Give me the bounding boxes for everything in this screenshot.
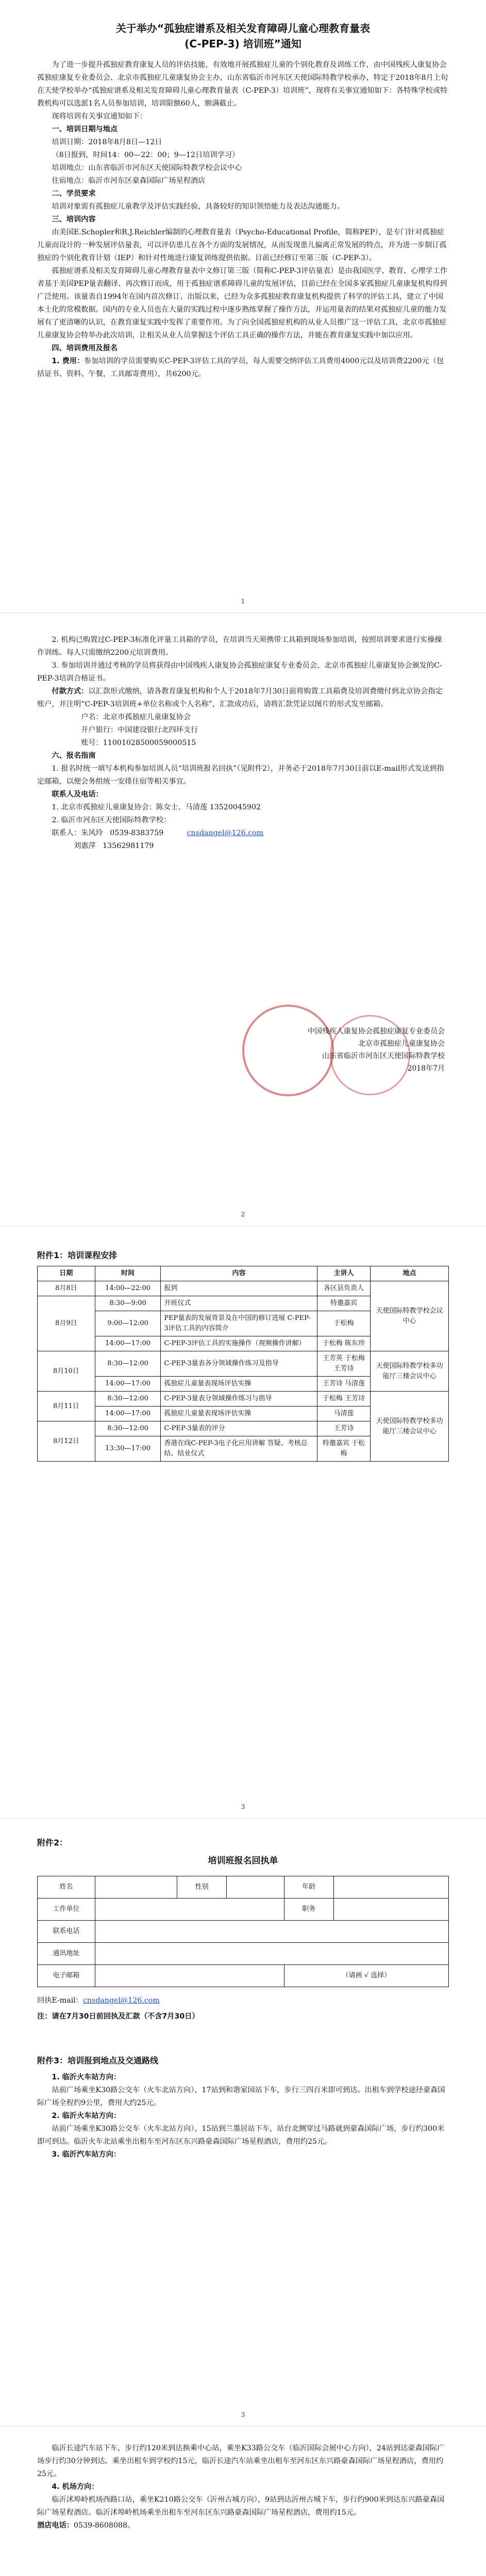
schedule-date: 8月9日 bbox=[38, 1296, 95, 1351]
schedule-time: 14:00—22:00 bbox=[95, 1281, 161, 1296]
account-number-label: 账号： bbox=[81, 739, 103, 747]
training-place-value: 山东省临沂市河东区天使国际特教学校会议中心 bbox=[88, 164, 242, 172]
schedule-content: C-PEP-3评估工具的实施操作（视频操作讲解） bbox=[161, 1336, 317, 1351]
hotel-phone-label: 酒店电话： bbox=[37, 2521, 74, 2530]
account-name-value: 北京市孤独症儿童康复协会 bbox=[103, 713, 191, 721]
header-content: 内容 bbox=[161, 1266, 317, 1281]
contact-2-line-1 bbox=[37, 827, 449, 840]
schedule-speaker: 各区县负责人 bbox=[317, 1281, 371, 1296]
contact-2-org: 2. 临沂市河东区天使国际特教学校： bbox=[52, 816, 171, 824]
annex-1-title: 附件1：培训课程安排 bbox=[37, 1250, 118, 1260]
title-line-1: 关于举办“孤独症谱系及相关发育障碍儿童心理教育量表 bbox=[115, 22, 371, 35]
header-time: 时间 bbox=[95, 1266, 161, 1281]
notice-title bbox=[37, 21, 449, 52]
fee-paragraph bbox=[37, 355, 449, 381]
account-bank-value: 中国建设银行北四环支行 bbox=[118, 726, 198, 734]
schedule-speaker: 于松梅 陈东珍 bbox=[317, 1336, 371, 1351]
schedule-time: 14:00—17:00 bbox=[95, 1377, 161, 1392]
route-3-heading: 3. 临沂汽车站方向： bbox=[52, 2150, 121, 2159]
route-2-text: 站前广场乘坐K30路公交车（火车北站方向），15站到兰墨居站下车，站台北侧穿过马路就到豪森国际广场，步行约300米即可到达。临沂火车北站乘坐出租车至河东区东兴路豪森国际广场星程酒店，费用约25元。 bbox=[37, 2125, 445, 2146]
hotel-phone-value: 0539-8608088。 bbox=[73, 2521, 135, 2530]
form-lodging-note: （请画 √ 选择） bbox=[284, 1965, 448, 1987]
form-row-1 bbox=[38, 1876, 449, 1899]
section-3-paragraph-2: 孤独症谱系及相关发育障碍儿童心理教育量表中文修订第三版（简称C-PEP-3评估量表）是由我国医学、教育、心理学工作者基于美国PEP量表翻译、再次修订而成，用于孤独症谱系障碍儿童的发展评估，目前已经在全国多家孤独症儿童康复机构得到广泛使用。该量表自1994年在国内首次修订、出版以来，已经为众多孤独症教育康复机构提供了科学的评估工具，建立了中国本土化的常模数据。国内的专业人员也在大量的实践过程中逐步熟练掌握了操作方法，并运用量表的结果对孤独症儿童的能力发展有了更清晰的认识，在教育康复实践中发挥了重要作用。为了向全国孤独症机构的从业人员推广这一评估工具，北京市孤独症儿童康复协会特举办此次培训，让相关从业人员掌握这个评估工具正确的操作方法，并能在教育康复实践中加以应用。 bbox=[37, 267, 447, 340]
form-label-org: 工作单位 bbox=[38, 1899, 95, 1921]
schedule-content: C-PEP-3量表各分领域操作练习及指导 bbox=[161, 1351, 317, 1377]
form-field-age[interactable] bbox=[333, 1876, 448, 1899]
annex-3-continued bbox=[37, 2442, 449, 2532]
schedule-time: 8:30—12:00 bbox=[95, 1421, 161, 1436]
section-4-heading: 四、培训费用及报名 bbox=[52, 344, 118, 352]
schedule-speaker: 特邀嘉宾 于松梅 bbox=[317, 1436, 371, 1462]
contact-2-phone-2: 13562981179 bbox=[103, 842, 154, 850]
page-1 bbox=[0, 0, 486, 613]
schedule-place: 天使国际特教学校多功能厅三楼会议中心 bbox=[371, 1351, 449, 1392]
schedule-content: C-PEP-3量表的评分 bbox=[161, 1421, 317, 1436]
annex-2-title: 附件2： bbox=[37, 1838, 68, 1848]
route-1-text: 站前广场乘坐K30路公交车（火车北站方向），17站到和谐家园站下车，步行三四百米即可到达。出租车到学校途径豪森国际广场全程约9公里，费用大约25元。 bbox=[37, 2086, 445, 2107]
route-4-heading: 4. 机场方向： bbox=[52, 2483, 99, 2491]
page-number: 3 bbox=[241, 1803, 245, 1810]
schedule-time: 14:00—17:00 bbox=[95, 1336, 161, 1351]
contact-2-email-link[interactable]: cnsdangel@126.com bbox=[187, 829, 264, 837]
page-2 bbox=[0, 613, 486, 1226]
route-2-heading: 2. 临沂火车站方向： bbox=[52, 2112, 121, 2120]
schedule-time: 8:30—12:00 bbox=[95, 1392, 161, 1406]
form-field-phone[interactable] bbox=[95, 1921, 448, 1943]
form-label-title: 职务 bbox=[284, 1899, 333, 1921]
schedule-content: PEP量表的发展背景及在中国的修订进展 C-PEP-3评估工具的内容简介 bbox=[161, 1311, 317, 1336]
signer-3: 山东省临沂市河东区天使国际特教学校 bbox=[322, 1052, 445, 1060]
schedule-content: C-PEP-3量表分领域操作练习与指导 bbox=[161, 1392, 317, 1406]
schedule-speaker: 王芳诗 马清莲 bbox=[317, 1377, 371, 1392]
header-date: 日期 bbox=[38, 1266, 95, 1281]
header-place: 地点 bbox=[371, 1266, 449, 1281]
schedule-date: 8月11日 bbox=[38, 1392, 95, 1421]
annex-1 bbox=[37, 1242, 449, 1462]
form-row-4 bbox=[38, 1943, 449, 1965]
title-line-2: (C-PEP-3) 培训班”通知 bbox=[185, 38, 301, 50]
form-label-gender: 性别 bbox=[177, 1876, 227, 1899]
route-3-text: 临沂长途汽车站下车，步行约120米到达换乘中心站，乘坐K33路公交车（临沂国际会展中心方向），24站到达豪森国际广场步行约30分钟到达。乘坐出租车到学校约15元，临沂长途汽车站乘坐出租车至河东区东兴路豪森国际广场星程酒店，费用约25元。 bbox=[37, 2444, 445, 2478]
page-number: 3 bbox=[241, 2411, 245, 2418]
form-label-address: 通讯地址 bbox=[38, 1943, 95, 1965]
schedule-place: 天使国际特教学校多功能厅三楼会议中心 bbox=[371, 1392, 449, 1462]
section-1-heading: 一、培训日期与地点 bbox=[52, 125, 118, 133]
payment-text: 以汇款形式缴纳，请各教育康复机构和个人于2018年7月30日前将购置工具箱费及培训费缴付到北京协会指定账户，并注明“C-PEP-3培训班+单位名称或个人名称”，汇款成功后，请将汇款凭证以图片的形式发至邮箱。 bbox=[37, 687, 443, 708]
receipt-deadline-note: 注：请在7月30日前回执及汇款（不含7月30日） bbox=[37, 2012, 199, 2021]
schedule-time: 8:30—12:00 bbox=[95, 1351, 161, 1377]
schedule-content: 香港在线C-PEP-3电子化应用讲解 答疑、考核总结、结业仪式 bbox=[161, 1436, 317, 1462]
section-3-paragraph-1: 由美国E.Schopler和R.J.Reichler编制的心理教育量表（Psycho-Educational Profile，简称PEP），是专门针对孤独症儿童而设计的一种发展评估量表，可以评估患儿在各个方面的发展情况，从而发现患儿偏离正常发展的特点，并为进一步制订孤独症的个别化教育计划（IEP）和针对性地进行康复训练提供依据。目前已经修订至第三版（C-PEP-3）。 bbox=[37, 228, 447, 262]
schedule-content: 报到 bbox=[161, 1281, 317, 1296]
schedule-content: 孤独症儿童量表现场评估实操 bbox=[161, 1377, 317, 1392]
signer-2: 北京市孤独症儿童康复协会 bbox=[358, 1040, 445, 1048]
form-field-name[interactable] bbox=[95, 1876, 177, 1899]
fee-text: 参加培训的学员需要购买C-PEP-3评估工具的学员，每人需要交纳评估工具费用4000元以及培训费2200元（包括证书、资料、午餐，工具邮寄费用），共6200元。 bbox=[37, 357, 444, 378]
header-speaker: 主讲人 bbox=[317, 1266, 371, 1281]
account-number bbox=[37, 737, 449, 750]
form-field-title[interactable] bbox=[333, 1899, 448, 1921]
form-field-email[interactable] bbox=[95, 1965, 284, 1987]
section-6-heading: 六、报名指南 bbox=[52, 752, 96, 760]
schedule-place: 天使国际特教学校会议中心 bbox=[371, 1281, 449, 1351]
schedule-speaker: 马清莲 bbox=[317, 1406, 371, 1421]
schedule-body bbox=[38, 1281, 449, 1462]
schedule-date: 8月10日 bbox=[38, 1351, 95, 1392]
training-date: 培训日期：2018年8月8日—12日 bbox=[52, 138, 162, 146]
account-bank-label: 开户银行： bbox=[81, 726, 118, 734]
account-bank bbox=[37, 724, 449, 737]
page-3 bbox=[0, 1226, 486, 1819]
fee-item-2: 2. 机构已购置过C-PEP-3标准化评量工具箱的学员，在培训当天须携带工具箱到现场参加培训，按照培训要求进行实操操作训练。每人只需缴纳2200元培训费用。 bbox=[37, 636, 442, 657]
intro-paragraph: 为了进一步提升孤独症教育康复人员的评估技能，有效地开展孤独症儿童的个别化教育及训练工作，由中国残疾人康复协会孤独症康复专业委员会、北京市孤独症儿童康复协会主办，山东省临沂市河东区天使国际特教学校承办，特定于2018年8月上旬在天使学校举办“孤独症谱系及相关发育障碍儿童心理教育量表（C-PEP-3）培训班”，现将有关事宜通知如下：各特殊学校或特教机构可以选派1名人员参加培训，培训限额60人，额满截止。 bbox=[37, 61, 448, 108]
route-1-heading: 1. 临沂火车站方向： bbox=[52, 2073, 121, 2081]
payment-paragraph bbox=[37, 685, 449, 711]
form-label-name: 姓名 bbox=[38, 1876, 95, 1899]
training-place-label: 培训地点： bbox=[52, 164, 89, 172]
hotel-phone-line bbox=[37, 2519, 449, 2532]
schedule-time: 13:30—17:00 bbox=[95, 1436, 161, 1462]
schedule-row bbox=[38, 1392, 449, 1406]
contact-1-org: 1. 北京市孤独症儿童康复协会： bbox=[52, 803, 156, 811]
account-number-value: 11001028500059000515 bbox=[103, 739, 196, 747]
schedule-time: 14:00—17:00 bbox=[95, 1406, 161, 1421]
schedule-speaker: 于松梅 王芳诗 bbox=[317, 1392, 371, 1406]
schedule-date: 8月12日 bbox=[38, 1421, 95, 1462]
receipt-email-link[interactable]: cnsdangel@126.com bbox=[82, 1996, 160, 2005]
form-field-org[interactable] bbox=[95, 1899, 284, 1921]
schedule-content: 孤独症儿童量表现场评估实操 bbox=[161, 1406, 317, 1421]
schedule-content: 开班仪式 bbox=[161, 1296, 317, 1311]
section-3-heading: 三、培训内容 bbox=[52, 215, 96, 224]
schedule-time: 9:00—12:00 bbox=[95, 1311, 161, 1336]
contact-1-person: 陈女士、马清莲 13520045902 bbox=[156, 803, 261, 811]
form-field-gender[interactable] bbox=[227, 1876, 284, 1899]
form-row-2 bbox=[38, 1899, 449, 1921]
registration-form-table bbox=[37, 1876, 449, 1987]
schedule-date: 8月8日 bbox=[38, 1281, 95, 1296]
signer-1: 中国残疾人康复协会孤独症康复专业委员会 bbox=[308, 1027, 445, 1036]
schedule-speaker: 特邀嘉宾 bbox=[317, 1296, 371, 1311]
section-2-heading: 二、学员要求 bbox=[52, 190, 96, 198]
form-field-address[interactable] bbox=[95, 1943, 448, 1965]
form-label-age: 年龄 bbox=[284, 1876, 333, 1899]
registration-form-title: 培训班报名回执单 bbox=[208, 1856, 278, 1866]
contact-2-person: 联系人：朱风玲 bbox=[52, 829, 103, 837]
contact-1 bbox=[37, 801, 449, 814]
receipt-email-line bbox=[37, 1994, 449, 2007]
fee-item-3: 3. 参加培训并通过考核的学员将获得由中国残疾人康复协会孤独症康复专业委员会、北京市孤独症儿童康复协会颁发的C-PEP-3培训合格证书。 bbox=[37, 662, 442, 683]
page-5 bbox=[0, 2427, 486, 2576]
fee-label: 1. 费用： bbox=[52, 357, 85, 365]
checkin-time: （8日报到，时间14：00—22：00；9—12日培训学习） bbox=[52, 151, 240, 159]
form-row-3 bbox=[38, 1921, 449, 1943]
receipt-email-label: 回执E-mail： bbox=[37, 1996, 83, 2005]
page-number: 1 bbox=[241, 598, 245, 605]
page-number: 2 bbox=[241, 1211, 245, 1218]
form-row-5 bbox=[38, 1965, 449, 1987]
schedule-speaker: 王芳英 于松梅 王芳诗 bbox=[317, 1351, 371, 1377]
training-place bbox=[37, 162, 449, 175]
schedule-header-row bbox=[38, 1266, 449, 1281]
schedule-row bbox=[38, 1351, 449, 1377]
intro-paragraph-2: 现将培训有关事宜通知如下： bbox=[52, 112, 147, 121]
account-name bbox=[37, 711, 449, 724]
section-2-text: 培训对象需有孤独症儿童教学及评估实践经验，具备较好的知识领悟能力及表达沟通能力。 bbox=[52, 202, 344, 211]
account-name-label: 户名： bbox=[81, 713, 103, 721]
contact-2-line-2 bbox=[37, 840, 449, 853]
registration-text: 1. 报名时统一填写本机构参加培训人员“培训班报名回执”（见附件2），并务必于2018年7月30日前以E-mail形式发送到指定邮箱，以便会务组统一安排住宿等相关事宜。 bbox=[37, 765, 444, 786]
notice-body-continued bbox=[37, 634, 449, 853]
schedule-table bbox=[37, 1266, 449, 1462]
form-label-email: 电子邮箱 bbox=[38, 1965, 95, 1987]
form-label-phone: 联系电话 bbox=[38, 1921, 95, 1943]
page-4 bbox=[0, 1819, 486, 2427]
payment-label: 付款方式： bbox=[52, 687, 89, 696]
signature-date: 2018年7月 bbox=[407, 1064, 445, 1073]
schedule-speaker: 于松梅 bbox=[317, 1311, 371, 1336]
schedule-row bbox=[38, 1281, 449, 1296]
notice-body bbox=[37, 21, 449, 381]
schedule-time: 8:30—9:00 bbox=[95, 1296, 161, 1311]
contact-heading: 联系人及电话： bbox=[52, 790, 103, 799]
annex-2 bbox=[37, 1829, 449, 2161]
contact-2-phone: 0539-8383759 bbox=[110, 829, 164, 837]
annex-3-title: 附件3：培训报到地点及交通路线 bbox=[37, 2056, 159, 2065]
schedule-speaker: 王芳诗 bbox=[317, 1421, 371, 1436]
hotel-place: 住宿地点：临沂市河东区豪森国际广场星程酒店 bbox=[52, 177, 206, 185]
route-4-text: 临沂沭埠岭机场西路口站，乘坐K210路公交车（沂州古城方向），9站到达沂州古城下车，步行约900米到达东兴路豪森国际广场星程酒店。临沂沭埠岭机场乘坐出租车至河东区东兴路豪森国际广场星程酒店，费用约15元。 bbox=[37, 2496, 445, 2517]
contact-2-person-2: 刘惠萍 bbox=[74, 842, 96, 850]
signature-block bbox=[259, 1025, 445, 1075]
